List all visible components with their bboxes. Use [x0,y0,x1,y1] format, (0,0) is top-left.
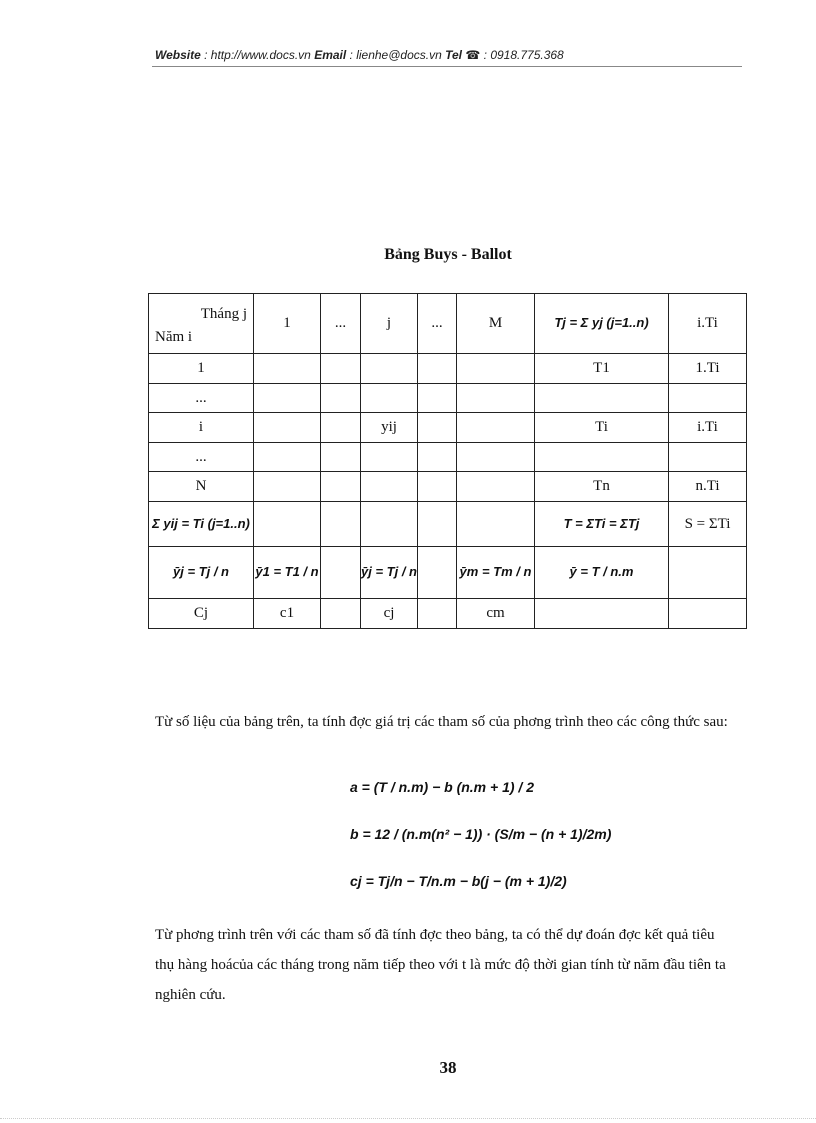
row-label: N [149,472,254,502]
page-number: 38 [439,1058,457,1077]
row-total: T1 [535,354,669,384]
formula-c: cj = Tj/n − T/n.m − b(j − (m + 1)/2) [350,873,567,889]
tj-formula-header [535,294,669,354]
corner-month-label: Tháng j [200,305,247,322]
corner-header [149,294,254,354]
formula-block [350,764,611,905]
mean-cell [457,547,535,599]
website-url[interactable]: : http://www.docs.vn [200,48,315,62]
mean-formula: ȳj = Tj / n [361,564,417,579]
c-cell: c1 [254,599,321,629]
row-label: i [149,413,254,443]
buys-ballot-table [148,293,747,629]
row-total: Tn [535,472,669,502]
tj-formula: Tj = Σ yj (j=1..n) [554,315,649,330]
c-cell: cm [457,599,535,629]
row-itotal: 1.Ti [669,354,747,384]
month-header: j [361,294,418,354]
row-label: ... [149,384,254,413]
header-divider [152,66,742,67]
month-header: ... [418,294,457,354]
table-title: Bảng Buys - Ballot [384,246,512,263]
tel-number: : 0918.775.368 [480,48,564,62]
month-header: ... [321,294,361,354]
email-label: Email [314,48,347,62]
row-itotal: n.Ti [669,472,747,502]
row-itotal: i.Ti [669,413,747,443]
footer-divider [0,1118,816,1119]
corner-year-label: Năm i [155,328,193,345]
row-label: 1 [149,354,254,384]
yij-cell: yij [361,413,418,443]
formula-b: b = 12 / (n.m(n² − 1)) · (S/m − (n + 1)/2m) [350,826,612,842]
sum-row-label [149,502,254,547]
c-row-label: Cj [149,599,254,629]
s-total-cell: S = ΣTi [669,502,747,547]
mean-cell [361,547,418,599]
grand-total-formula: T = ΣTi = ΣTj [563,515,640,531]
mean-row-label [149,547,254,599]
website-label: Website [155,48,201,62]
phone-icon: ☎ [465,48,481,62]
row-total: Ti [535,413,669,443]
paragraph-intro: Từ số liệu của bảng trên, ta tính đợc giá trị các tham số của phơng trình theo các công thức sau: [155,714,728,730]
grand-mean-cell [535,547,669,599]
mean-formula: ȳm = Tm / n [459,564,532,579]
row-label: ... [149,443,254,472]
mean-formula: ȳj = Tj / n [173,564,229,579]
mean-cell [254,547,321,599]
grand-mean-formula: ȳ = T / n.m [569,564,634,579]
sum-formula: Σ yij = Ti (j=1..n) [152,515,250,531]
page-header [155,48,564,62]
iti-header: i.Ti [669,294,747,354]
c-cell: cj [361,599,418,629]
mean-formula: ȳ1 = T1 / n [255,564,319,579]
tel-label: Tel [445,48,463,62]
month-header: 1 [254,294,321,354]
month-header: M [457,294,535,354]
formula-a: a = (T / n.m) − b (n.m + 1) / 2 [350,779,534,795]
grand-total-cell [535,502,669,547]
email-address[interactable]: : lienhe@docs.vn [346,48,446,62]
paragraph-conclusion: Từ phơng trình trên với các tham số đã tính đợc theo bảng, ta có thể dự đoán đợc kết quả tiêu thụ hàng hoácủa các tháng trong năm tiếp theo với t là mức độ thời gian tính từ năm đầu tiên ta nghiên cứu. [155,927,726,1003]
